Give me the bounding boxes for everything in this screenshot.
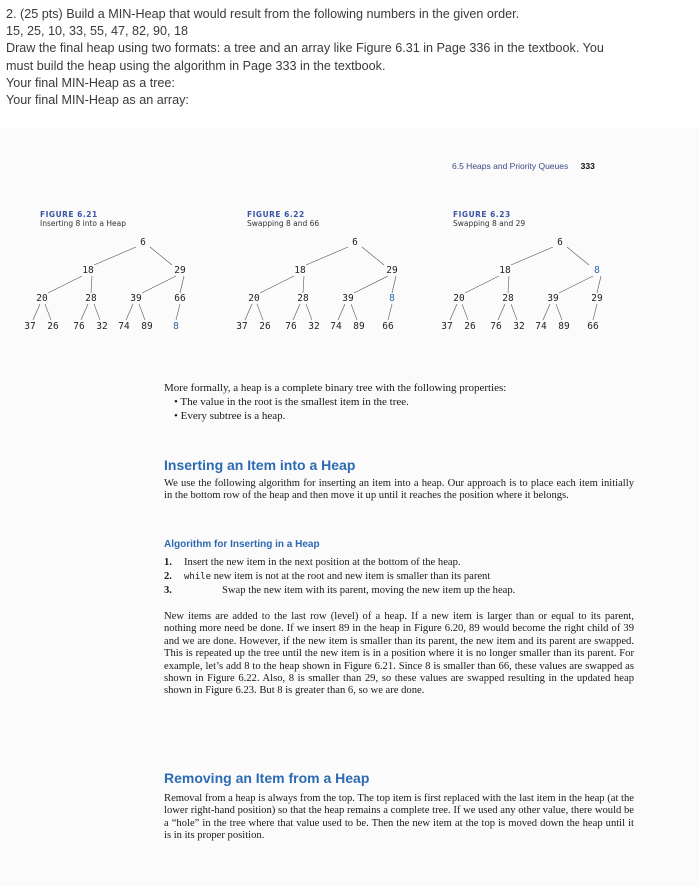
algorithm-step: 3. Swap the new item with its parent, moving the new item up the heap. (164, 585, 516, 596)
figure-title: FIGURE 6.22 (247, 210, 305, 219)
question-block (6, 6, 694, 109)
heap-node: 39 (342, 293, 354, 304)
tree-edge (303, 276, 304, 293)
heap-node: 32 (513, 321, 525, 332)
heap-node: 6 (352, 237, 358, 248)
heap-tree-3 (441, 237, 603, 332)
heap-node: 74 (535, 321, 547, 332)
page-header (452, 161, 595, 171)
tree-edge (543, 304, 550, 320)
heap-node: 8 (594, 265, 600, 276)
heap-node: 37 (441, 321, 453, 332)
tree-edge (81, 304, 88, 320)
tree-edge (126, 304, 133, 320)
heap-node: 26 (259, 321, 271, 332)
algorithm-step: 2. while new item is not at the root and new item is smaller than its parent (164, 571, 491, 582)
question-line-3: Draw the final heap using two formats: a tree and an array like Figure 6.31 in Page 336 in the textbook. You (6, 41, 604, 56)
figure-subtitle: Inserting 8 into a Heap (40, 219, 126, 228)
tree-edge (593, 304, 597, 320)
heap-tree-figures (0, 232, 699, 344)
tree-edge (139, 304, 145, 320)
tree-edge (338, 304, 345, 320)
tree-edge (180, 276, 184, 293)
removing-heading: Removing an Item from a Heap (164, 770, 370, 786)
question-numbers: 15, 25, 10, 33, 55, 47, 82, 90, 18 (6, 24, 189, 39)
tree-edge (392, 276, 396, 293)
question-line-4: must build the heap using the algorithm in Page 333 in the textbook. (6, 58, 386, 73)
tree-edge (142, 276, 176, 293)
algorithm-heading: Algorithm for Inserting in a Heap (164, 539, 320, 550)
figure-title: FIGURE 6.23 (453, 210, 511, 219)
tree-edge (567, 247, 589, 265)
tree-edge (354, 276, 388, 293)
tree-edge (511, 304, 517, 320)
tree-edge (465, 276, 499, 293)
bullet-item: • Every subtree is a heap. (174, 410, 286, 422)
bullet-item: • The value in the root is the smallest item in the tree. (174, 396, 409, 408)
tree-edge (508, 276, 509, 293)
figure-subtitle: Swapping 8 and 29 (453, 219, 526, 228)
tree-edge (362, 247, 384, 265)
heap-node: 18 (82, 265, 94, 276)
tree-edge (498, 304, 505, 320)
tree-edge (559, 276, 593, 293)
heap-node: 20 (36, 293, 48, 304)
tree-edge (306, 247, 348, 265)
removing-paragraph: Removal from a heap is always from the top. The top item is first replaced with the last item in the heap (at the lower right-hand position) so that the heap remains a complete tree. If we used any other value, there would be a “hole” in the tree where that value used to be. Then the new item at the top is moved down the heap until it is in its proper position. (164, 793, 634, 842)
algorithm-steps (164, 557, 634, 599)
heap-node: 29 (174, 265, 186, 276)
heap-node: 37 (24, 321, 36, 332)
heap-node: 76 (490, 321, 502, 332)
heap-node: 74 (118, 321, 130, 332)
insertion-explanation: New items are added to the last row (level) of a heap. If a new item is larger than or equal to its parent, nothing more need be done. If we insert 89 in the heap in Figure 6.20, 89 would become the right child of 39 and we are done. However, if the new item is smaller than its parent, the new item and its parent are swapped. This is repeated up the tree until the new item is in a position where it is no longer smaller than its parent. For example, let’s add 8 to the heap shown in Figure 6.21. Since 8 is smaller than 66, these values are swapped as shown in Figure 6.22. Also, 8 is smaller than 29, so these values are swapped resulting in the updated heap shown in Figure 6.23. But 8 is greater than 6, so we are done. (164, 611, 634, 697)
heap-node: 26 (47, 321, 59, 332)
heap-node: 6 (557, 237, 563, 248)
figure-subtitle: Swapping 8 and 66 (247, 219, 320, 228)
heap-tree-1 (24, 237, 186, 332)
heap-node: 28 (85, 293, 97, 304)
figure-caption-1 (40, 210, 126, 228)
heap-node: 32 (308, 321, 320, 332)
tree-edge (293, 304, 300, 320)
heap-node: 89 (353, 321, 365, 332)
heap-node: 39 (547, 293, 559, 304)
tree-edge (450, 304, 457, 320)
tree-edge (260, 276, 294, 293)
page-number: 333 (580, 161, 595, 171)
question-tree-prompt: Your final MIN-Heap as a tree: (6, 75, 175, 90)
question-array-prompt: Your final MIN-Heap as an array: (6, 93, 189, 108)
heap-node: 76 (73, 321, 85, 332)
heap-node: 18 (294, 265, 306, 276)
heap-node: 29 (591, 293, 603, 304)
inserting-heading: Inserting an Item into a Heap (164, 457, 356, 473)
heap-node: 39 (130, 293, 142, 304)
figure-caption-3 (453, 210, 525, 228)
heap-node: 20 (248, 293, 260, 304)
definition-text: More formally, a heap is a complete binary tree with the following properties: (164, 382, 507, 394)
tree-edge (388, 304, 392, 320)
heap-node: 74 (330, 321, 342, 332)
tree-edge (33, 304, 40, 320)
tree-edge (245, 304, 252, 320)
heap-node: 6 (140, 237, 146, 248)
heap-node: 8 (389, 293, 395, 304)
tree-edge (462, 304, 468, 320)
tree-edge (91, 276, 92, 293)
heap-node: 66 (174, 293, 186, 304)
heap-node: 32 (96, 321, 108, 332)
heap-node: 76 (285, 321, 297, 332)
heap-node: 29 (386, 265, 398, 276)
tree-edge (48, 276, 82, 293)
tree-edge (150, 247, 172, 265)
heap-node: 66 (382, 321, 394, 332)
tree-edge (556, 304, 562, 320)
tree-edge (511, 247, 553, 265)
tree-edge (351, 304, 357, 320)
tree-edge (597, 276, 601, 293)
tree-edge (94, 304, 100, 320)
tree-edge (306, 304, 312, 320)
heap-node: 20 (453, 293, 465, 304)
section-title: 6.5 Heaps and Priority Queues (452, 161, 569, 171)
heap-node: 28 (502, 293, 514, 304)
figure-caption-2 (247, 210, 319, 228)
question-line-1: 2. (25 pts) Build a MIN-Heap that would result from the following numbers in the given order. (6, 7, 520, 21)
tree-edge (257, 304, 263, 320)
heap-definition (164, 381, 634, 423)
tree-edge (94, 247, 136, 265)
tree-edge (45, 304, 51, 320)
heap-node: 89 (141, 321, 153, 332)
inserting-paragraph: We use the following algorithm for inserting an item into a heap. Our approach is to place each item initially in the bottom row of the heap and then move it up until it reaches the position where it belongs. (164, 478, 634, 502)
heap-node: 26 (464, 321, 476, 332)
figure-title: FIGURE 6.21 (40, 210, 98, 219)
heap-tree-2 (236, 237, 398, 332)
heap-node: 8 (173, 321, 179, 332)
heap-node: 66 (587, 321, 599, 332)
heap-node: 28 (297, 293, 309, 304)
tree-edge (176, 304, 180, 320)
heap-node: 18 (499, 265, 511, 276)
heap-node: 89 (558, 321, 570, 332)
heap-node: 37 (236, 321, 248, 332)
algorithm-step: 1. Insert the new item in the next position at the bottom of the heap. (164, 557, 461, 568)
